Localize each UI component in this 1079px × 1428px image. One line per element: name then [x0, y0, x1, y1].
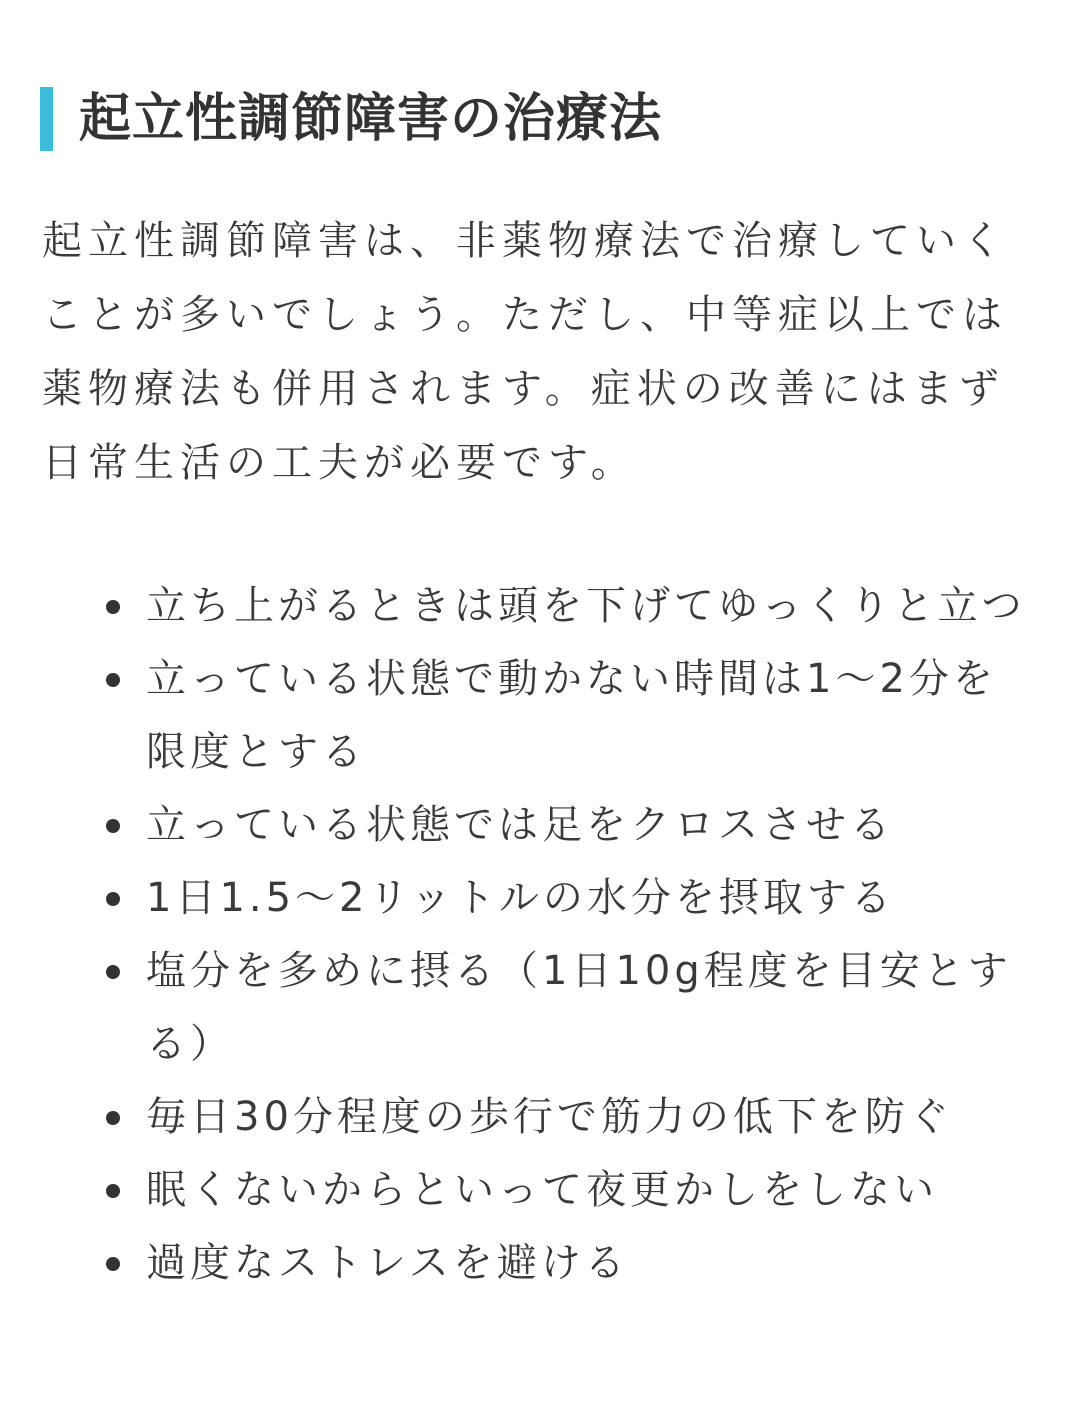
- bullet-icon: [106, 965, 120, 979]
- bullet-icon: [106, 1257, 120, 1271]
- list-item: [0, 862, 1036, 935]
- intro-paragraph: 起立性調節障害は、非薬物療法で治療していくことが多いでしょう。ただし、中等症以上では薬物療法も併用されます。症状の改善にはまず日常生活の工夫が必要です。: [42, 218, 1008, 486]
- bullet-icon: [106, 1184, 120, 1198]
- list-item: [0, 935, 1036, 1081]
- list-item: [0, 1154, 1036, 1227]
- list-item: [0, 1081, 1036, 1154]
- list-item: [0, 570, 1036, 643]
- tips-list: [0, 570, 1079, 1300]
- bullet-icon: [106, 673, 120, 687]
- bullet-icon: [106, 819, 120, 833]
- bullet-icon: [106, 1111, 120, 1125]
- list-item-text: 毎日30分程度の歩行で筋力の低下を防ぐ: [146, 1094, 953, 1140]
- bullet-icon: [106, 892, 120, 906]
- bullet-icon: [106, 600, 120, 614]
- list-item-text: 立っている状態で動かない時間は1〜2分を限度とする: [146, 656, 997, 775]
- list-item-text: 1日1.5〜2リットルの水分を摂取する: [146, 875, 895, 921]
- list-item-text: 過度なストレスを避ける: [146, 1240, 629, 1286]
- list-item-text: 塩分を多めに摂る（1日10g程度を目安とする）: [146, 948, 1012, 1067]
- list-item: [0, 789, 1036, 862]
- list-item-text: 眠くないからといって夜更かしをしない: [146, 1167, 938, 1213]
- heading-accent-bar: [40, 87, 53, 151]
- list-item-text: 立っている状態では足をクロスさせる: [146, 802, 894, 848]
- list-item-text: 立ち上がるときは頭を下げてゆっくりと立つ: [146, 583, 1026, 629]
- heading-title: 起立性調節障害の治療法: [79, 89, 663, 149]
- list-item: [0, 643, 1036, 789]
- section-heading: [40, 86, 662, 152]
- list-item: [0, 1227, 1036, 1300]
